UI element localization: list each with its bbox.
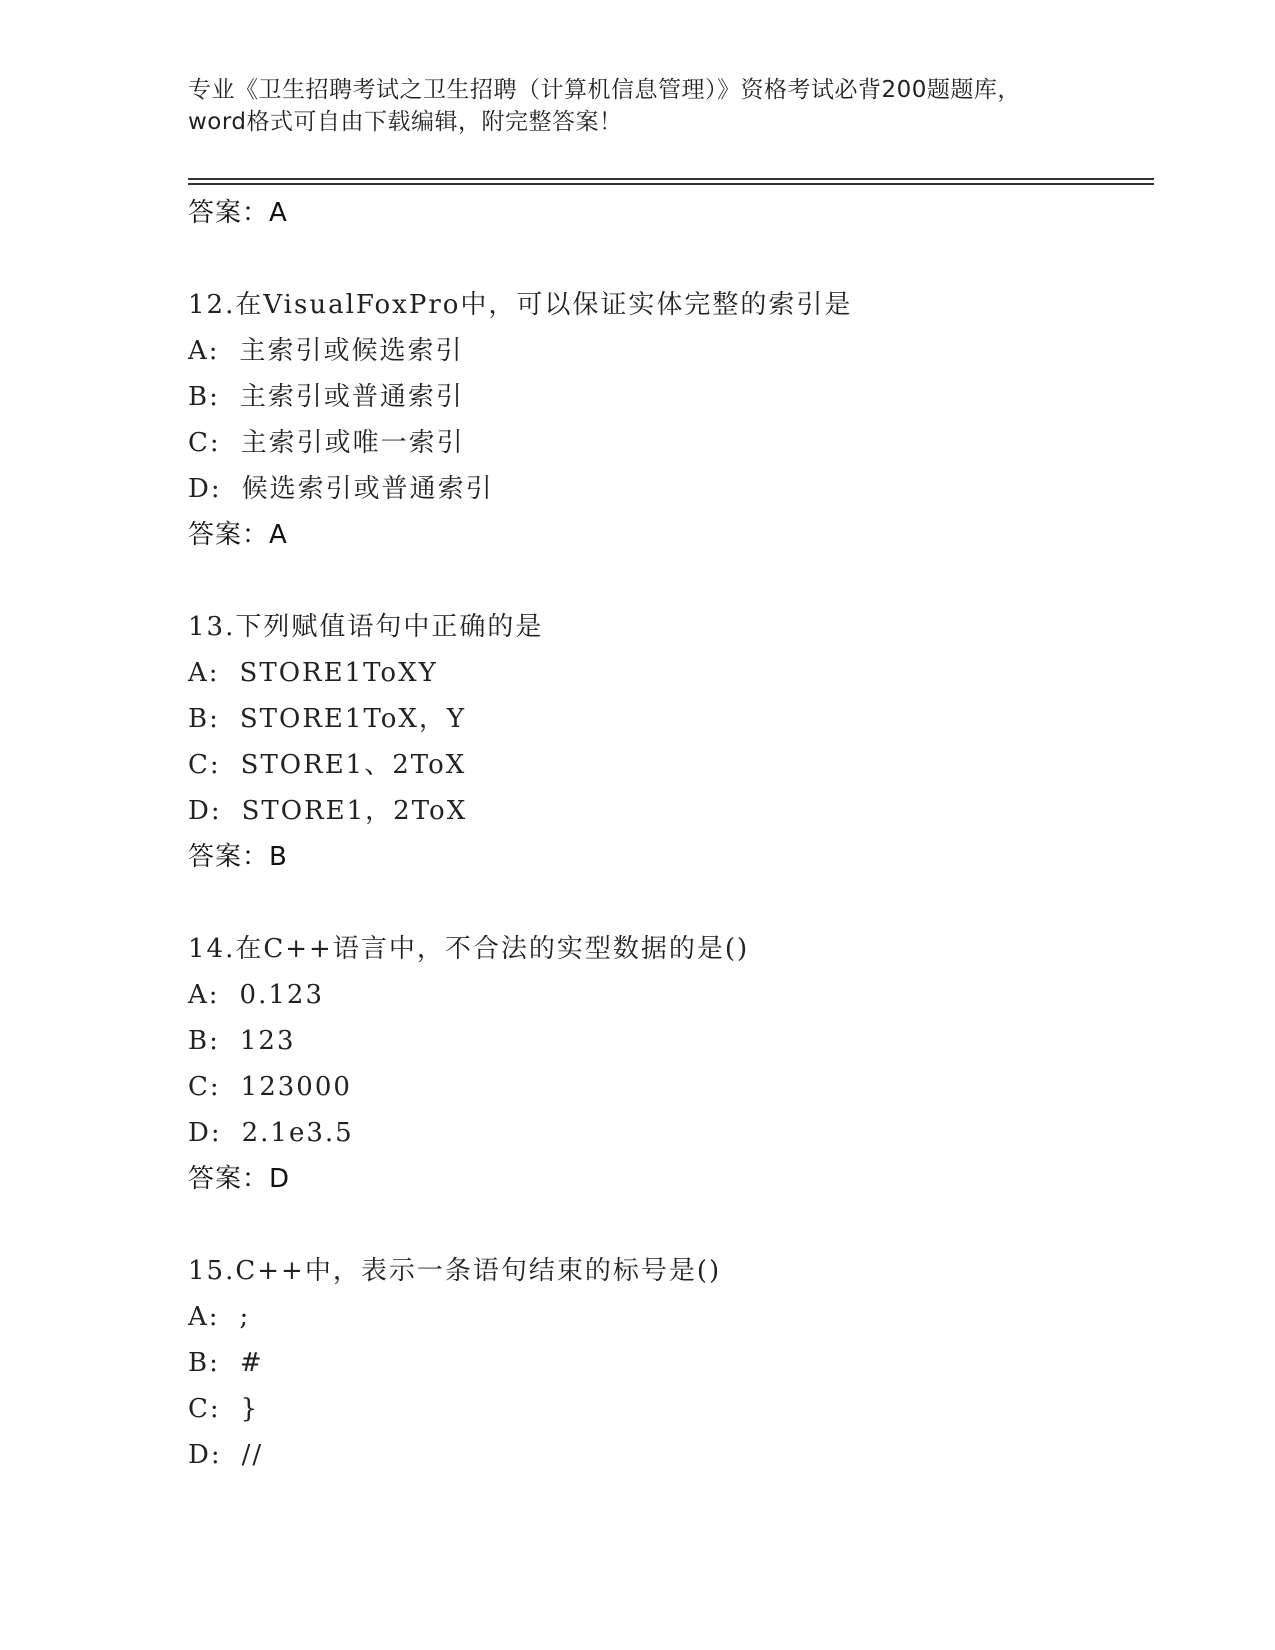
option-key: A: bbox=[188, 980, 220, 1010]
option-text: # bbox=[239, 1348, 264, 1378]
option-a bbox=[188, 328, 1154, 374]
option-text: 候选索引或普通索引 bbox=[241, 474, 494, 504]
option-c bbox=[188, 742, 1154, 788]
option-key: B: bbox=[188, 1026, 220, 1056]
spacer bbox=[188, 558, 1154, 604]
option-text: 123 bbox=[239, 1026, 296, 1056]
spacer bbox=[188, 236, 1154, 282]
spacer bbox=[188, 880, 1154, 926]
answer-line: 答案：A bbox=[188, 198, 288, 228]
option-key: D: bbox=[188, 1118, 222, 1148]
answer-line: 答案：D bbox=[188, 1164, 291, 1194]
option-text: STORE1、2ToX bbox=[240, 750, 467, 780]
header-divider-bottom bbox=[188, 183, 1154, 185]
option-a bbox=[188, 1294, 1154, 1340]
document-header bbox=[188, 74, 1088, 138]
option-text: 2.1e3.5 bbox=[241, 1118, 354, 1148]
option-text: } bbox=[240, 1394, 260, 1424]
header-line-1: 专业《卫生招聘考试之卫生招聘（计算机信息管理）》资格考试必背200题题库， bbox=[188, 77, 1021, 103]
header-divider-top bbox=[188, 178, 1154, 180]
option-text: 0.123 bbox=[239, 980, 324, 1010]
option-text: 主索引或唯一索引 bbox=[240, 428, 465, 458]
option-c bbox=[188, 1064, 1154, 1110]
option-text: 主索引或普通索引 bbox=[239, 382, 464, 412]
option-key: A: bbox=[188, 1302, 220, 1332]
option-b bbox=[188, 1018, 1154, 1064]
option-key: D: bbox=[188, 796, 222, 826]
option-text: STORE1ToX，Y bbox=[239, 704, 467, 734]
option-text: STORE1ToXY bbox=[239, 658, 438, 688]
question-stem: 14.在C++语言中，不合法的实型数据的是() bbox=[188, 934, 750, 964]
option-d bbox=[188, 466, 1154, 512]
option-b bbox=[188, 1340, 1154, 1386]
option-key: A: bbox=[188, 658, 220, 688]
option-d bbox=[188, 788, 1154, 834]
option-key: A: bbox=[188, 336, 220, 366]
option-c bbox=[188, 1386, 1154, 1432]
option-key: D: bbox=[188, 474, 222, 504]
option-key: C: bbox=[188, 428, 221, 458]
question-stem: 12.在VisualFoxPro中，可以保证实体完整的索引是 bbox=[188, 290, 853, 320]
header-line-2: word格式可自由下载编辑，附完整答案！ bbox=[188, 109, 623, 135]
option-b bbox=[188, 696, 1154, 742]
answer-line: 答案：A bbox=[188, 520, 288, 550]
option-text: // bbox=[241, 1440, 264, 1470]
option-b bbox=[188, 374, 1154, 420]
option-key: B: bbox=[188, 704, 220, 734]
question-list bbox=[188, 190, 1154, 1478]
option-key: B: bbox=[188, 1348, 220, 1378]
option-text: 主索引或候选索引 bbox=[239, 336, 464, 366]
option-text: ; bbox=[239, 1302, 251, 1332]
question-stem: 13.下列赋值语句中正确的是 bbox=[188, 612, 544, 642]
option-key: C: bbox=[188, 1394, 221, 1424]
option-key: D: bbox=[188, 1440, 222, 1470]
option-d bbox=[188, 1432, 1154, 1478]
option-key: B: bbox=[188, 382, 220, 412]
option-key: C: bbox=[188, 750, 221, 780]
option-a bbox=[188, 650, 1154, 696]
option-a bbox=[188, 972, 1154, 1018]
option-c bbox=[188, 420, 1154, 466]
question-stem: 15.C++中，表示一条语句结束的标号是() bbox=[188, 1256, 722, 1286]
option-text: STORE1，2ToX bbox=[241, 796, 468, 826]
option-text: 123000 bbox=[240, 1072, 352, 1102]
spacer bbox=[188, 1202, 1154, 1248]
answer-line: 答案：B bbox=[188, 842, 288, 872]
option-key: C: bbox=[188, 1072, 221, 1102]
option-d bbox=[188, 1110, 1154, 1156]
